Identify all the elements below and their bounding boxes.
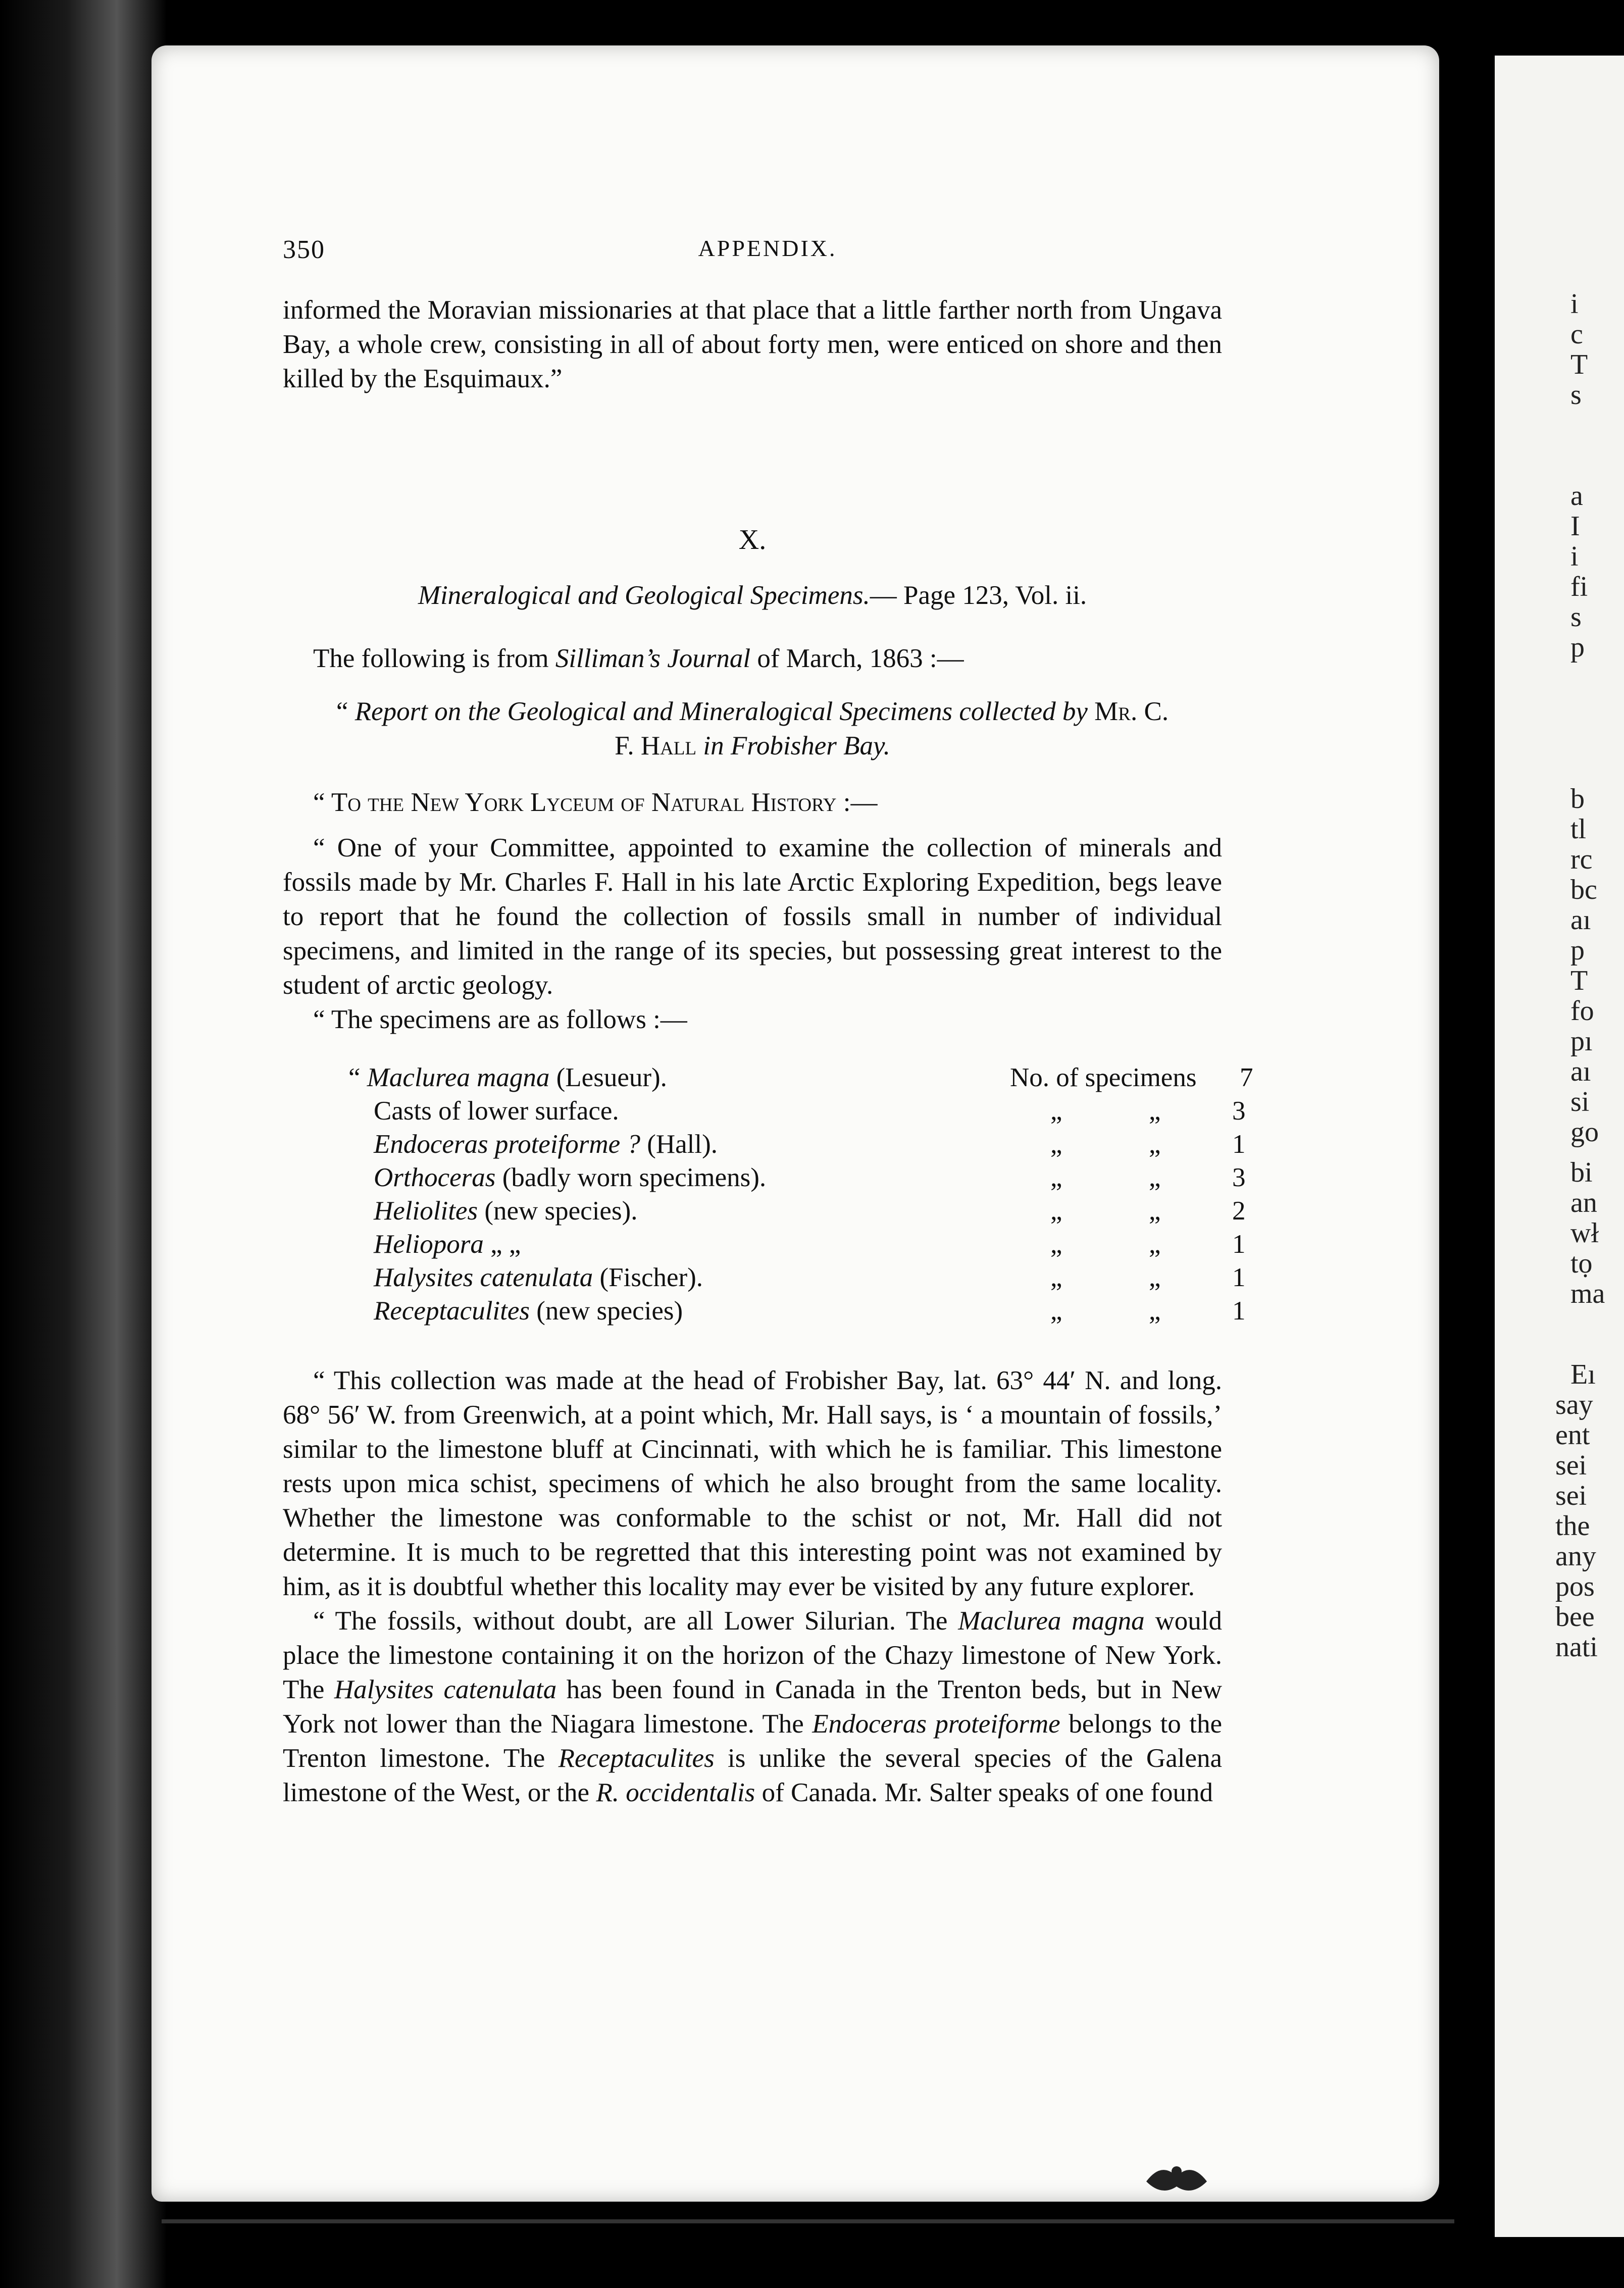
specimen-count: 7 xyxy=(1240,1063,1253,1092)
collection-text: “ This collection was made at the head of Frobisher Bay, lat. 63° 44′ N. and long. 68° 56′ W. from Greenwich, at a point which, Mr. Hall says, is ‘ a mountain of fossils,’ similar to the limestone bluff at Cincinnati, with which he is familiar. This limestone rests upon mica schist, specimens of which he also brought from the same locality. Whether the limestone was conformable to the schist or not, Mr. Hall did not determine. It is much to be regretted that this interesting point was not examined by him, as it is doubtful whether this locality may ever be visited by any future explorer. xyxy=(283,1366,1222,1601)
fossils-text-2: would place the limestone containing it on the horizon of the Chazy limestone of New York. The xyxy=(283,1606,1222,1704)
specimen-name: Heliolites (new species). xyxy=(374,1196,638,1226)
facing-page-fragment: pos xyxy=(1555,1571,1595,1602)
running-head xyxy=(283,235,1222,275)
facing-page-fragment: si xyxy=(1570,1086,1590,1117)
section-subtitle-italic: Mineralogical and Geological Specimens. xyxy=(418,581,870,610)
specimen-name: “ Maclurea magna (Lesueur). xyxy=(348,1063,667,1092)
section-subtitle xyxy=(283,578,1222,613)
facing-page-fragment: c xyxy=(1570,319,1583,350)
specimen-count: 2 xyxy=(1232,1196,1246,1226)
opening-paragraph xyxy=(283,293,1222,396)
specimen-count: 1 xyxy=(1232,1230,1246,1259)
facing-page-fragment: s xyxy=(1570,601,1582,633)
fossils-text-6: of Canada. Mr. Salter speaks of one found xyxy=(755,1778,1213,1807)
specimens-column-header: No. of specimens xyxy=(1010,1063,1197,1092)
ditto-mark: „ xyxy=(1149,1130,1161,1159)
facing-page-fragment: aı xyxy=(1570,904,1591,936)
specimen-count: 1 xyxy=(1232,1296,1246,1326)
facing-page-fragment: nati xyxy=(1555,1632,1598,1663)
committee-paragraph xyxy=(283,831,1222,1037)
specimen-name: Orthoceras (badly worn specimens). xyxy=(374,1163,767,1192)
ditto-mark: „ xyxy=(1149,1163,1161,1192)
specimen-name: Casts of lower surface. xyxy=(374,1096,619,1126)
specimen-name: Halysites catenulata (Fischer). xyxy=(374,1263,703,1292)
fossils-text-5: is unlike the several species of the Galena limestone of the West, or the xyxy=(283,1744,1222,1807)
facing-page-fragment: aı xyxy=(1570,1056,1591,1087)
specimen-name: Receptaculites (new species) xyxy=(374,1296,683,1326)
ditto-mark: „ xyxy=(1149,1096,1161,1126)
page-bottom-edge xyxy=(162,2219,1454,2223)
facing-page-fragment: s xyxy=(1570,379,1582,411)
section-subtitle-rest: — Page 123, Vol. ii. xyxy=(870,581,1087,610)
facing-page-fragment: the xyxy=(1555,1510,1590,1542)
collection-paragraph xyxy=(283,1363,1222,1810)
specimens-intro: “ The specimens are as follows :— xyxy=(313,1005,687,1034)
ditto-mark: „ xyxy=(1050,1096,1062,1126)
table-row xyxy=(283,1227,1246,1260)
facing-page-fragment: Eı xyxy=(1570,1359,1596,1390)
facing-page-fragment: bi xyxy=(1570,1157,1593,1188)
report-title-open: “ xyxy=(336,697,355,726)
source-journal: Silliman’s Journal xyxy=(555,644,751,673)
facing-page-fragment: i xyxy=(1570,288,1579,320)
facing-page-fragment: wł xyxy=(1570,1217,1599,1249)
ditto-mark: „ xyxy=(1149,1263,1161,1292)
report-title-name1: Mr. C. xyxy=(1087,697,1169,726)
facing-page-fragment: bee xyxy=(1555,1601,1595,1633)
facing-page-fragment: tl xyxy=(1570,813,1587,845)
facing-page-fragment: i xyxy=(1570,541,1579,572)
ditto-mark: „ xyxy=(1149,1196,1161,1226)
facing-page-fragment: b xyxy=(1570,783,1585,815)
ditto-mark: „ xyxy=(1149,1230,1161,1259)
ditto-mark: „ xyxy=(1050,1163,1062,1192)
facing-page-fragment: fi xyxy=(1570,571,1588,602)
page-number: 350 xyxy=(283,235,325,264)
opening-text: informed the Moravian missionaries at that place that a little farther north from Ungava Bay, a whole crew, consisting in all of about forty men, were enticed on shore and then killed by the Esquimaux.” xyxy=(283,295,1222,393)
specimens-table xyxy=(283,1060,1253,1327)
specimen-name: Endoceras proteiforme ? (Hall). xyxy=(374,1130,718,1159)
specimen-count: 1 xyxy=(1232,1263,1246,1292)
report-title-name2: F. Hall xyxy=(615,731,697,760)
source-post: of March, 1863 :— xyxy=(750,644,964,673)
facing-page-fragment: bc xyxy=(1570,874,1597,905)
facing-page-fragment: rc xyxy=(1570,844,1593,875)
table-row xyxy=(283,1094,1246,1127)
book-binding-shadow xyxy=(0,0,167,2288)
facing-page-fragment: I xyxy=(1570,511,1580,542)
source-pre: The following is from xyxy=(313,644,555,673)
facing-page-fragment: ma xyxy=(1570,1278,1605,1309)
table-row xyxy=(283,1060,1253,1094)
facing-page-fragment: sei xyxy=(1555,1450,1587,1481)
facing-page-fragment: an xyxy=(1570,1187,1597,1218)
ditto-mark: „ xyxy=(1050,1263,1062,1292)
addressee-line xyxy=(283,785,1222,820)
facing-page-fragment: ent xyxy=(1555,1419,1590,1451)
table-row xyxy=(283,1294,1246,1327)
report-title-part2: in Frobisher Bay. xyxy=(696,731,890,760)
report-title-part1: Report on the Geological and Mineralogical Specimens collected by xyxy=(354,697,1088,726)
fossils-italic-3: Endoceras proteiforme xyxy=(812,1709,1060,1739)
facing-page-fragment: p xyxy=(1570,935,1585,966)
table-row xyxy=(283,1160,1246,1194)
fossils-italic-2: Halysites catenulata xyxy=(334,1675,557,1704)
facing-page-fragment: pı xyxy=(1570,1026,1593,1057)
fossils-paragraph xyxy=(283,1604,1222,1810)
facing-page-edge xyxy=(1495,56,1624,2237)
facing-page-fragment: T xyxy=(1570,965,1588,996)
addressee-text: “ To the New York Lyceum of Natural History :— xyxy=(313,788,878,817)
ditto-mark: „ xyxy=(1050,1130,1062,1159)
fossils-italic-1: Maclurea magna xyxy=(958,1606,1145,1636)
fossils-text-1: “ The fossils, without doubt, are all Lower Silurian. The xyxy=(313,1606,958,1636)
table-row xyxy=(283,1260,1246,1294)
specimen-name: Heliopora „ „ xyxy=(374,1230,521,1259)
facing-page-fragment: fo xyxy=(1570,995,1594,1027)
facing-page-fragment: p xyxy=(1570,632,1585,663)
table-row xyxy=(283,1127,1246,1160)
running-head-title: APPENDIX. xyxy=(698,235,837,261)
table-row xyxy=(283,1194,1246,1227)
ditto-mark: „ xyxy=(1050,1230,1062,1259)
facing-page-fragment: say xyxy=(1555,1389,1593,1420)
ditto-mark: „ xyxy=(1149,1296,1161,1326)
facing-page-fragment: T xyxy=(1570,349,1588,380)
section-number: X. xyxy=(738,524,767,555)
printer-ornament-icon xyxy=(1141,2156,1212,2202)
facing-page-fragment: tọ xyxy=(1570,1248,1593,1279)
specimen-count: 3 xyxy=(1232,1096,1246,1126)
source-line xyxy=(283,641,1222,676)
ditto-mark: „ xyxy=(1050,1296,1062,1326)
fossils-text-4: belongs to the Trenton limestone. The xyxy=(283,1709,1222,1773)
ditto-mark: „ xyxy=(1050,1196,1062,1226)
committee-text: “ One of your Committee, appointed to examine the collection of minerals and fossils made by Mr. Charles F. Hall in his late Arctic Exploring Expedition, begs leave to report that he found the collection of fossils small in number of individual specimens, and limited in the range of its species, but possessing great interest to the student of arctic geology. xyxy=(283,833,1222,1000)
specimen-count: 3 xyxy=(1232,1163,1246,1192)
facing-page-fragment: go xyxy=(1570,1116,1599,1148)
specimen-count: 1 xyxy=(1232,1130,1246,1159)
facing-page-fragment: any xyxy=(1555,1541,1596,1572)
fossils-italic-4: Receptaculites xyxy=(558,1744,715,1773)
fossils-italic-5: R. occidentalis xyxy=(596,1778,755,1807)
report-title xyxy=(283,694,1222,763)
fossils-text-3: has been found in Canada in the Trenton beds, but in New York not lower than the Niagara limestone. The xyxy=(283,1675,1222,1739)
facing-page-fragment: a xyxy=(1570,480,1583,512)
facing-page-fragment: sei xyxy=(1555,1480,1587,1511)
